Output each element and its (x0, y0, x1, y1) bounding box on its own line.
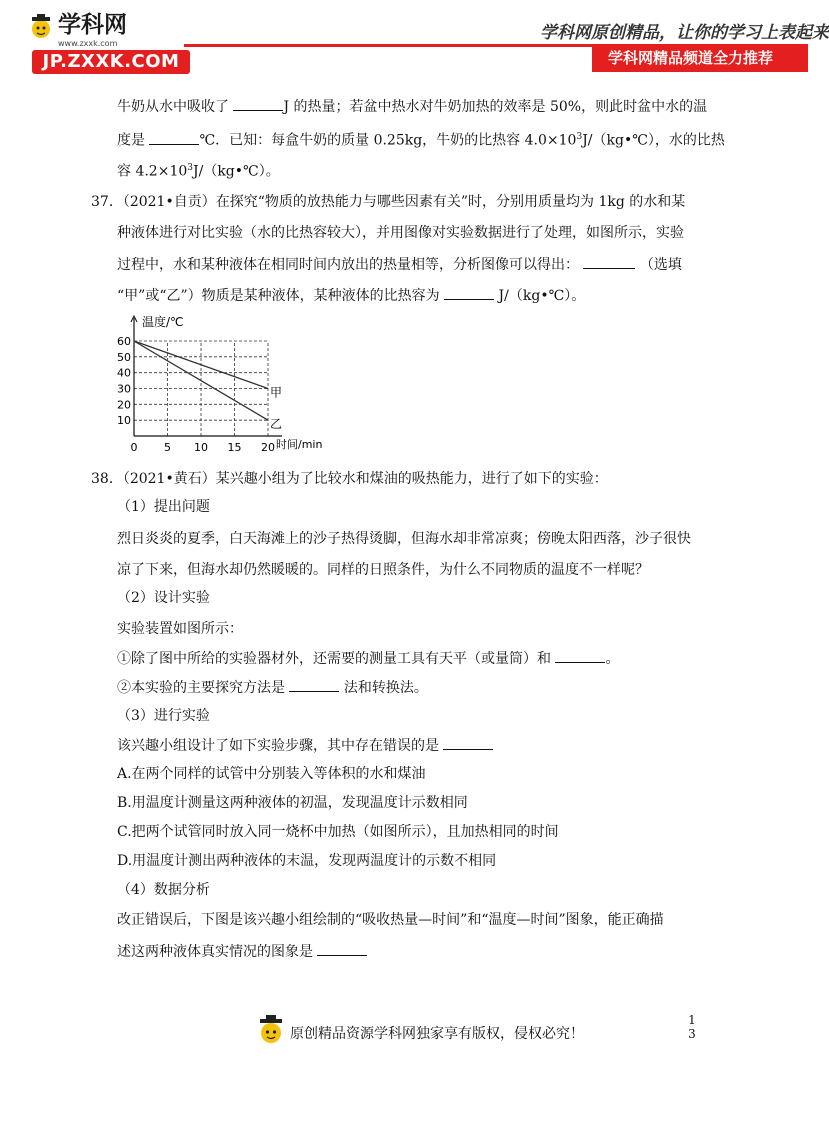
text-span: 。 (605, 651, 620, 667)
x-axis-label: 时间/min (276, 438, 323, 451)
text-span: （选填 (639, 257, 682, 273)
answer-blank (289, 677, 339, 692)
superscript: 3 (187, 163, 193, 173)
answer-blank (444, 285, 494, 300)
question-37-line: 种液体进行对比实验（水的比热容较大），并用图像对实验数据进行了处理，如图所示，实验 (117, 225, 684, 241)
copyright-notice: 原创精品资源学科网独家享有版权，侵权必究！ (290, 1026, 584, 1042)
question-37-line (117, 285, 585, 306)
header-divider (184, 44, 604, 47)
logo-url: www.zxxk.com (58, 39, 118, 48)
page-number-top: 1 (688, 1013, 696, 1027)
x-tick-label: 5 (164, 441, 171, 454)
superscript: 3 (576, 132, 583, 142)
y-tick-label: 10 (117, 414, 131, 428)
logo-top (28, 12, 127, 48)
answer-blank (233, 96, 283, 111)
text-span: J/（kg•℃）。 (193, 163, 280, 180)
y-tick-label: 40 (117, 366, 131, 380)
mascot-icon (257, 1013, 285, 1047)
paragraph-line: 烈日炎炎的夏季，白天海滩上的沙子热得烫脚，但海水却非常凉爽；傍晚太阳西落，沙子很快 (117, 531, 691, 547)
text-span: J/（kg•℃），水的比热 (582, 132, 725, 149)
text-span: ①除了图中所给的实验器材外，还需要的测量工具有天平（或量筒）和 (117, 651, 551, 667)
text-span: “甲”或“乙”）物质是某种液体，某种液体的比热容为 (117, 288, 440, 304)
paragraph-line (117, 648, 619, 669)
paragraph-line: 改正错误后，下图是该兴趣小组绘制的“吸收热量—时间”和“温度—时间”图象，能正确描 (117, 912, 664, 928)
text-span: 牛奶从水中吸收了 (117, 99, 229, 115)
page-number-bottom: 3 (688, 1027, 696, 1041)
logo-name: 学科网 (58, 12, 127, 38)
chart-grid (134, 341, 268, 436)
y-tick-label: 30 (117, 382, 131, 396)
text-line (117, 127, 725, 151)
series-label: 甲 (270, 385, 283, 400)
mascot-icon (28, 13, 54, 41)
header-band: 学科网精品频道全力推荐 (592, 44, 808, 72)
text-span: 过程中，水和某种液体在相同时间内放出的热量相等，分析图像可以得出： (117, 257, 579, 273)
x-tick-label: 20 (261, 441, 275, 454)
option-a: A.在两个同样的试管中分别装入等体积的水和煤油 (117, 766, 426, 782)
answer-blank (583, 254, 635, 269)
section-heading: （4）数据分析 (117, 882, 210, 898)
x-tick-label: 10 (194, 441, 208, 454)
chart-series (134, 341, 282, 431)
paragraph-line: 实验装置如图所示： (117, 621, 243, 637)
x-tick-label: 15 (227, 441, 242, 454)
x-tick-label: 0 (130, 441, 138, 454)
text-span: 该兴趣小组设计了如下实验步骤，其中存在错误的是 (117, 738, 439, 754)
y-tick-label: 20 (117, 398, 131, 412)
text-span: 述这两种液体真实情况的图象是 (117, 944, 313, 960)
text-line (117, 158, 280, 182)
option-b: B.用温度计测量这两种液体的初温，发现温度计示数相同 (117, 795, 468, 811)
text-span: ℃．已知：每盒牛奶的质量 0.25kg，牛奶的比热容 4.0×10 (199, 132, 577, 149)
text-span: J 的热量；若盆中热水对牛奶加热的效率是 50%，则此时盆中水的温 (283, 99, 708, 115)
answer-blank (149, 130, 199, 145)
question-37-line (117, 254, 682, 275)
question-38-line: 38．（2021•黄石）某兴趣小组为了比较水和煤油的吸热能力，进行了如下的实验： (91, 471, 608, 487)
section-heading: （1）提出问题 (117, 499, 210, 515)
text-line (117, 96, 707, 117)
paragraph-line: 凉了下来，但海水却仍然暖暖的。同样的日照条件，为什么不同物质的温度不一样呢？ (117, 562, 649, 578)
paragraph-line (117, 941, 367, 962)
y-axis-label: 温度/℃ (142, 315, 184, 329)
header-slogan: 学科网原创精品，让你的学习上表起来 (540, 23, 829, 43)
chart-axes (131, 316, 282, 436)
text-span: ②本实验的主要探究方法是 (117, 680, 285, 696)
section-heading: （2）设计实验 (117, 590, 210, 606)
text-span: 容 4.2×10 (117, 163, 188, 180)
logo-bar: JP.ZXXK.COM (32, 50, 190, 74)
section-heading: （3）进行实验 (117, 708, 210, 724)
text-span: 法和转换法。 (343, 680, 428, 696)
text-span: J/（kg•℃）。 (498, 288, 586, 304)
paragraph-line (117, 735, 493, 756)
question-37-line: 37．（2021•自贡）在探究“物质的放热能力与哪些因素有关”时，分别用质量均为 1kg 的水和某 (91, 194, 686, 210)
y-tick-label: 50 (117, 350, 131, 364)
temperature-time-chart (112, 312, 352, 457)
option-d: D.用温度计测出两种液体的末温，发现两温度计的示数不相同 (117, 853, 497, 869)
text-span: 度是 (117, 132, 145, 149)
page-number (686, 1013, 698, 1041)
paragraph-line (117, 677, 428, 698)
option-c: C.把两个试管同时放入同一烧杯中加热（如图所示），且加热相同的时间 (117, 824, 559, 840)
y-tick-label: 60 (117, 335, 131, 348)
answer-blank (555, 648, 605, 663)
answer-blank (443, 735, 493, 750)
answer-blank (317, 941, 367, 956)
series-label: 乙 (270, 417, 283, 432)
